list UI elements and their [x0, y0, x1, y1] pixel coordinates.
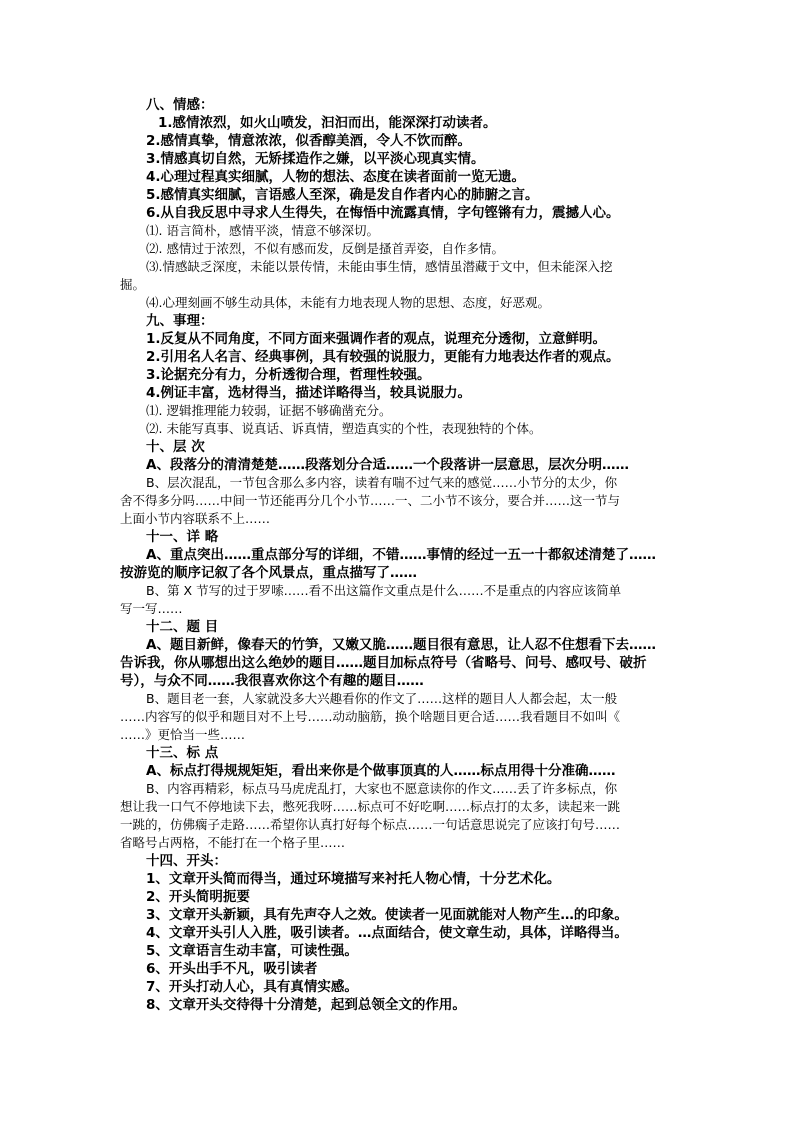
text-line: 5、文章语言生动丰富，可读性强。 — [146, 943, 358, 959]
text-line: 1.感情浓烈，如火山喷发，汩汩而出，能深深打动读者。 — [158, 115, 497, 131]
text-line: ⑴. 逻辑推理能力较弱，证据不够确凿充分。 — [146, 403, 392, 418]
text-line: 告诉我，你从哪想出这么绝妙的题目……题目加标点符号（省略号、问号、感叹号、破折 — [120, 655, 647, 671]
text-line: 1.反复从不同角度，不同方面来强调作者的观点，说理充分透彻，立意鲜明。 — [146, 331, 607, 347]
text-line: 4、文章开头引人入胜，吸引读者。…点面结合，使文章生动，具体，详略得当。 — [146, 925, 628, 941]
text-line: 2.引用名人名言、经典事例，具有较强的说服力，更能有力地表达作者的观点。 — [146, 349, 620, 365]
text-line: B、层次混乱，一节包含那么多内容，读着有喘不过气来的感觉……小节分的太少，你 — [146, 475, 618, 490]
text-line: 2、开头简明扼要 — [146, 889, 250, 905]
text-line: A、重点突出……重点部分写的详细，不错……事情的经过一五一十都叙述清楚了…… — [146, 547, 656, 563]
heading-emotion: 八、情感： — [146, 97, 214, 113]
text-line: 想让我一口气不停地读下去，憋死我呀……标点可不好吃啊……标点打的太多，读起来一跳 — [120, 799, 621, 814]
text-line: B、内容再精彩，标点马马虎虎乱打，大家也不愿意读你的作文……丢了许多标点，你 — [146, 781, 618, 796]
text-line: 写一写…… — [120, 601, 183, 616]
text-line: ⑷.心理刻画不够生动具体，未能有力地表现人物的思想、态度，好恶观。 — [146, 295, 550, 310]
text-line: 舍不得多分吗……中间一节还能再分几个小节……一、二小节不该分，要合并……这一节与 — [120, 493, 621, 508]
text-line: 3、文章开头新颖，具有先声夺人之效。使读者一见面就能对人物产生…的印象。 — [146, 907, 628, 923]
text-line: ……》更恰当一些…… — [120, 727, 246, 742]
heading-layers: 十、层 次 — [146, 439, 205, 455]
text-line: 上面小节内容联系不上…… — [120, 511, 271, 526]
text-line: 省略号占两格，不能打在一个格子里…… — [120, 835, 346, 850]
text-line: 一跳的，仿佛瘸子走路……希望你认真打好每个标点……一句话意思说完了应该打句号…… — [120, 817, 621, 832]
heading-reasoning: 九、事理： — [146, 313, 214, 329]
text-line: 4.心理过程真实细腻，人物的想法、态度在读者面前一览无遗。 — [146, 169, 526, 185]
heading-detail: 十一、详 略 — [146, 529, 219, 545]
heading-opening: 十四、开头： — [146, 853, 227, 869]
text-line: A、段落分的清清楚楚……段落划分合适……一个段落讲一层意思，层次分明…… — [146, 457, 629, 473]
text-line: ⑵. 感情过于浓烈，不似有感而发，反倒是搔首弄姿，自作多情。 — [146, 241, 504, 256]
text-line: ……内容写的似乎和题目对不上号……动动脑筋，换个啥题目更合适……我看题目不如叫《 — [120, 709, 621, 724]
text-line: A、标点打得规规矩矩，看出来你是个做事顶真的人……标点用得十分准确…… — [146, 763, 616, 779]
text-line: B、第 X 节写的过于罗嗦……看不出这篇作文重点是什么……不是重点的内容应该简单 — [146, 583, 622, 598]
text-line: 8、文章开头交待得十分清楚，起到总领全文的作用。 — [146, 997, 466, 1013]
text-line: A、题目新鲜，像春天的竹笋，又嫩又脆……题目很有意思，让人忍不住想看下去…… — [146, 637, 656, 653]
text-line: ⑵. 未能写真事、说真话、诉真情，塑造真实的个性，表现独特的个体。 — [146, 421, 542, 436]
text-line: 7、开头打动人心，具有真情实感。 — [146, 979, 358, 995]
text-line: 6.从自我反思中寻求人生得失，在悔悟中流露真情，字句铿锵有力，震撼人心。 — [146, 205, 620, 221]
text-line: ⑴. 语言简朴，感情平淡，情意不够深切。 — [146, 223, 379, 238]
heading-punctuation: 十三、标 点 — [146, 745, 219, 761]
text-line: 2.感情真挚，情意浓浓，似香醇美酒，令人不饮而醉。 — [146, 133, 472, 149]
text-line: 号），与众不同……我很喜欢你这个有趣的题目…… — [120, 673, 424, 689]
text-line: 1、文章开头简而得当，通过环境描写来衬托人物心情，十分艺术化。 — [146, 871, 561, 887]
text-line: 3.情感真切自然，无矫揉造作之嫌，以平淡心现真实情。 — [146, 151, 485, 167]
text-line: 6、开头出手不凡，吸引读者 — [146, 961, 318, 977]
text-line: 按游览的顺序记叙了各个风景点，重点描写了…… — [120, 565, 417, 581]
text-line: ⑶.情感缺乏深度，未能以景传情，未能由事生情，感情虽潜藏于文中，但未能深入挖 — [146, 259, 613, 274]
text-line: 5.感情真实细腻，言语感人至深，确是发自作者内心的肺腑之言。 — [146, 187, 539, 203]
text-line: 3.论据充分有力，分析透彻合理，哲理性较强。 — [146, 367, 431, 383]
heading-title: 十二、题 目 — [146, 619, 219, 635]
text-line: 掘。 — [120, 277, 146, 292]
text-line: 4.例证丰富，选材得当，描述详略得当，较具说服力。 — [146, 385, 472, 401]
text-line: B、题目老一套，人家就没多大兴趣看你的作文了……这样的题目人人都会起，太一般 — [146, 691, 618, 706]
